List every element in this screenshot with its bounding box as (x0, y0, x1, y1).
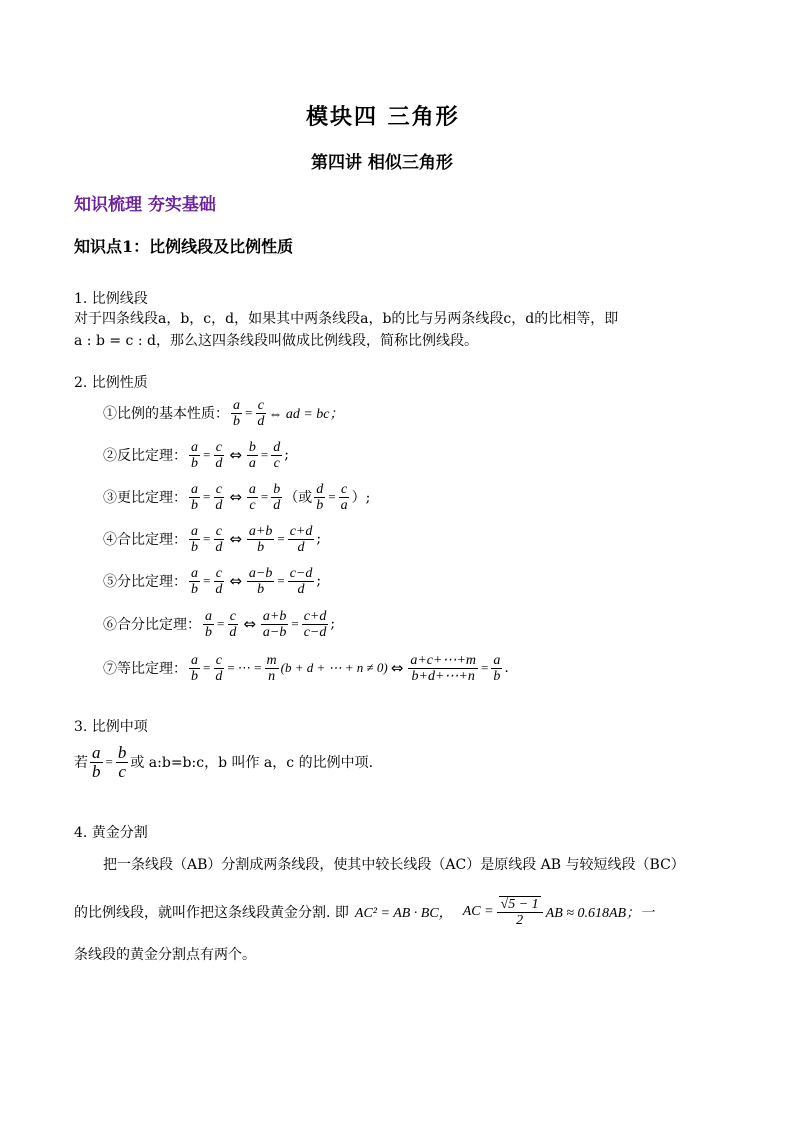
property-6: ⑥合分比定理： $\frac{a}{b}$ = $\frac{c}{d}$ ⇔ $\frac{a+b}{a-b}$ = $\frac{c+d}{c-d}$ ; (103, 608, 336, 640)
fraction: $\frac{c}{d}$ (257, 397, 265, 429)
s4-line1: 把一条线段（AB）分割成两条线段，使其中较长线段（AC）是原线段 AB 与较短线段（BC） (103, 857, 685, 873)
page-subtitle: 第四讲 相似三角形 (311, 153, 453, 173)
property-4: ④合比定理： $\frac{a}{b}$ = $\frac{c}{d}$ ⇔ $\frac{a+b}{b}$ = $\frac{c+d}{d}$ ; (103, 523, 322, 555)
property-1: ①比例的基本性质： $\frac{a}{b}$ = $\frac{c}{d}$ ⇔ ad = bc； (103, 397, 344, 429)
property-label: ⑦等比定理： (103, 661, 187, 677)
section-heading: 知识梳理 夯实基础 (74, 195, 216, 215)
property-5: ⑤分比定理： $\frac{a}{b}$ = $\frac{c}{d}$ ⇔ $\frac{a-b}{b}$ = $\frac{c-d}{d}$ ; (103, 565, 322, 597)
property-3: ③更比定理： $\frac{a}{b}$ = $\frac{c}{d}$ ⇔ $\frac{a}{c}$ = $\frac{b}{d}$ （或 $\frac{d}{b}$ = $\frac{c}{a}$ ）; (103, 481, 371, 513)
page-title: 模块四 三角形 (306, 104, 460, 130)
s2-heading: 2. 比例性质 (74, 375, 148, 391)
fraction: $\frac{a}{b}$ (233, 397, 240, 429)
property-label: ②反比定理： (103, 448, 187, 464)
s3-line: 若 $\frac{a}{b}$ = $\frac{b}{c}$ 或 a:b=b:c，b 叫作 a，c 的比例中项. (74, 742, 374, 781)
s1-line1: 对于四条线段a，b，c，d，如果其中两条线段a，b的比与另两条线段c，d的比相等，即 (74, 311, 619, 327)
s1-heading: 1. 比例线段 (74, 291, 148, 307)
s1-line2: a : b = c : d，那么这四条线段叫做成比例线段，简称比例线段。 (74, 333, 478, 349)
property-7: ⑦等比定理： $\frac{a}{b}$ = $\frac{c}{d}$ = ⋯ = $\frac{m}{n}$ (b + d + ⋯ + n ≠ 0) ⇔ $\frac{a+c+\cdots+m}{b+d+\cdots+n}$ = $\frac{a}{b}$ . (103, 652, 509, 684)
s4-line2: 的比例线段，就叫作把这条线段黄金分割. 即 AC² = AB · BC， AC = $\frac{√5 - 1}{2}$ AB ≈ 0.618AB；一 (74, 896, 655, 928)
property-label: ④合比定理： (103, 532, 187, 548)
s4-heading: 4. 黄金分割 (74, 825, 148, 841)
property-label: ⑥合分比定理： (103, 617, 201, 633)
knowledge-point-heading: 知识点1：比例线段及比例性质 (74, 237, 294, 256)
property-label: ⑤分比定理： (103, 574, 187, 590)
property-2: ②反比定理： $\frac{a}{b}$ = $\frac{c}{d}$ ⇔ $\frac{b}{a}$ = $\frac{d}{c}$ ; (103, 439, 289, 471)
property-label: ③更比定理： (103, 490, 187, 506)
s4-line3: 条线段的黄金分割点有两个。 (74, 947, 256, 963)
property-label: ①比例的基本性质： (103, 406, 229, 422)
s3-heading: 3. 比例中项 (74, 719, 148, 735)
